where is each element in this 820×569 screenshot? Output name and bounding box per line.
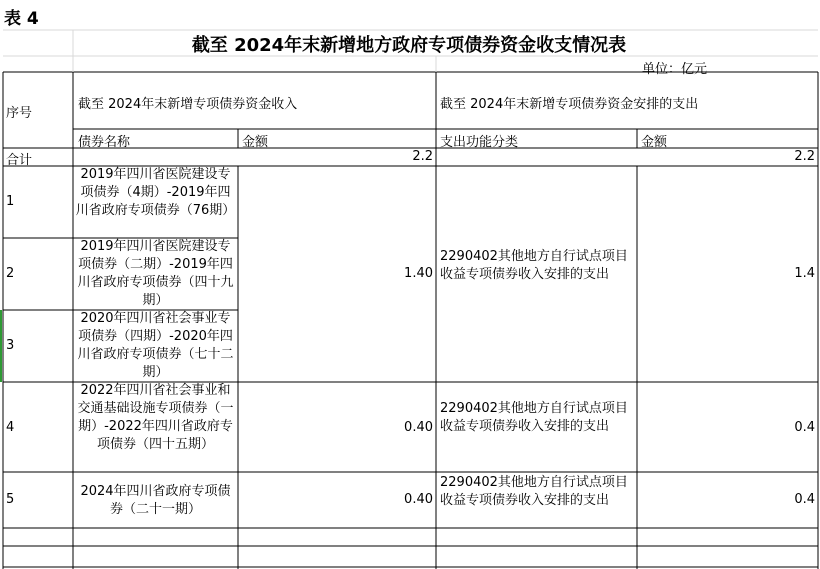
row-5-seq: 5 [6, 492, 15, 507]
row-5-amount: 0.40 [404, 492, 433, 507]
header-seq: 序号 [6, 106, 33, 121]
row-3-bond-name: 2020年四川省社会事业专项债券（四期）-2020年四川省政府专项债券（七十二期） [77, 311, 234, 380]
row-4-seq: 4 [6, 420, 15, 435]
header-income-group: 截至 2024年末新增专项债券资金收入 [78, 97, 298, 112]
header-bond-name: 债券名称 [78, 135, 131, 150]
row-4-amount2: 0.4 [794, 420, 815, 435]
row-5-func-class: 2290402其他地方自行试点项目收益专项债券收入安排的支出 [440, 475, 628, 508]
total-expense-amount: 2.2 [794, 149, 815, 164]
row-5-amount2: 0.4 [794, 492, 815, 507]
header-amount: 金额 [242, 135, 269, 150]
table-title: 截至 2024年末新增地方政府专项债券资金收支情况表 [191, 35, 627, 56]
row-2-seq: 2 [6, 266, 15, 281]
row-4-amount: 0.40 [404, 420, 433, 435]
row-3-seq: 3 [6, 338, 15, 353]
total-label: 合计 [6, 153, 33, 168]
row-1-seq: 1 [6, 194, 15, 209]
unit-label: 单位：亿元 [642, 62, 708, 77]
total-income-amount: 2.2 [412, 149, 433, 164]
row-1-bond-name: 2019年四川省医院建设专项债券（4期）-2019年四川省政府专项债券（76期） [75, 167, 236, 218]
row-5-bond-name: 2024年四川省政府专项债券（二十一期） [80, 484, 231, 517]
header-amount2: 金额 [641, 135, 668, 150]
row-2-bond-name: 2019年四川省医院建设专项债券（二期）-2019年四川省政府专项债券（四十九期） [77, 239, 234, 308]
merged-func-class: 2290402其他地方自行试点项目收益专项债券收入安排的支出 [440, 249, 628, 282]
merged-amount: 1.40 [404, 266, 433, 281]
header-expense-group: 截至 2024年末新增专项债券资金安排的支出 [440, 97, 699, 112]
row-4-bond-name: 2022年四川省社会事业和交通基础设施专项债券（一期）-2022年四川省政府专项债券（四十五期） [77, 383, 234, 452]
merged-amount2: 1.4 [794, 266, 815, 281]
sheet-tag: 表 4 [4, 9, 39, 29]
header-func-class: 支出功能分类 [440, 135, 519, 150]
row-4-func-class: 2290402其他地方自行试点项目收益专项债券收入安排的支出 [440, 401, 628, 434]
